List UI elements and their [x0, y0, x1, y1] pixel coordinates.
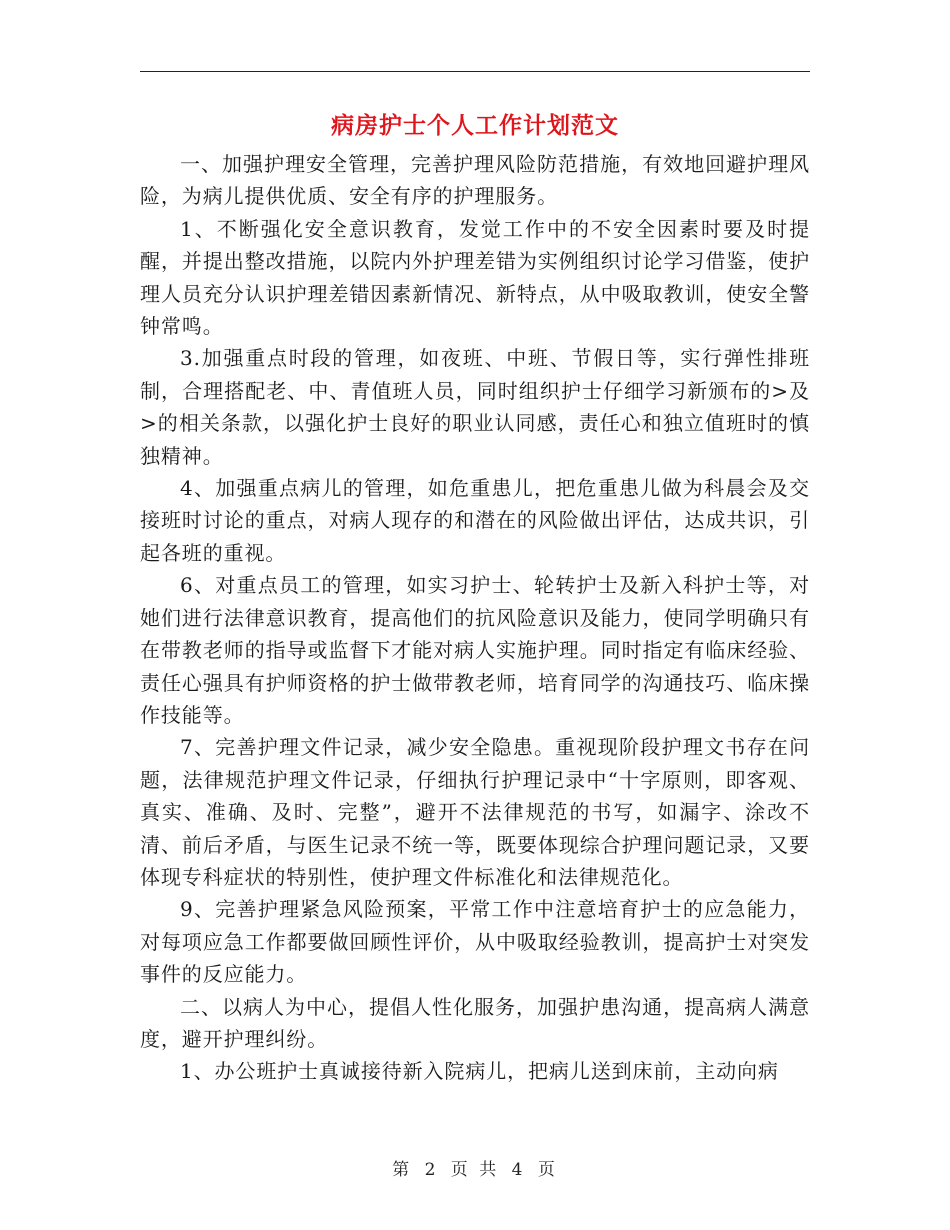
paragraph: 二、以病人为中心，提倡人性化服务，加强护患沟通，提高病人满意度，避开护理纠纷。: [140, 994, 810, 1051]
footer-total-pages: 4: [511, 1160, 526, 1180]
paragraph: 3.加强重点时段的管理，如夜班、中班、节假日等，实行弹性排班制，合理搭配老、中、青值班人员，同时组织护士仔细学习新颁布的>及>的相关条款，以强化护士良好的职业认同感，责任心和独立值班时的慎独精神。: [140, 346, 810, 468]
page-footer: [0, 1155, 950, 1180]
footer-suffix: 页: [537, 1160, 558, 1180]
document-body: [140, 148, 810, 1088]
paragraph: 1、办公班护士真诚接待新入院病儿，把病儿送到床前，主动向病: [180, 1059, 779, 1084]
footer-middle: 页 共: [450, 1160, 500, 1180]
paragraph: 9、完善护理紧急风险预案，平常工作中注意培育护士的应急能力，对每项应急工作都要做回顾性评价，从中吸取经验教训，提高护士对突发事件的反应能力。: [140, 897, 810, 987]
paragraph: 6、对重点员工的管理，如实习护士、轮转护士及新入科护士等，对她们进行法律意识教育，提高他们的抗风险意识及能力，使同学明确只有在带教老师的指导或监督下才能对病人实施护理。同时指定有临床经验、责任心强具有护师资格的护士做带教老师，培育同学的沟通技巧、临床操作技能等。: [140, 573, 810, 727]
footer-current-page: 2: [424, 1160, 439, 1180]
footer-prefix: 第: [392, 1160, 413, 1180]
paragraph: 7、完善护理文件记录，减少安全隐患。重视现阶段护理文书存在问题，法律规范护理文件记录，仔细执行护理记录中“十字原则，即客观、真实、准确、及时、完整”，避开不法律规范的书写，如漏字、涂改不清、前后矛盾，与医生记录不统一等，既要体现综合护理问题记录，又要体现专科症状的特别性，使护理文件标准化和法律规范化。: [140, 735, 810, 889]
header-rule: [140, 71, 810, 72]
paragraph: 一、加强护理安全管理，完善护理风险防范措施，有效地回避护理风险，为病儿提供优质、安全有序的护理服务。: [140, 152, 810, 209]
paragraph: 4、加强重点病儿的管理，如危重患儿，把危重患儿做为科晨会及交接班时讨论的重点，对病人现存的和潜在的风险做出评估，达成共识，引起各班的重视。: [140, 476, 810, 565]
paragraph: 1、不断强化安全意识教育，发觉工作中的不安全因素时要及时提醒，并提出整改措施，以院内外护理差错为实例组织讨论学习借鉴，使护理人员充分认识护理差错因素新情况、新特点，从中吸取教训，使安全警钟常鸣。: [140, 216, 810, 339]
document-title: 病房护士个人工作计划范文: [331, 112, 619, 139]
